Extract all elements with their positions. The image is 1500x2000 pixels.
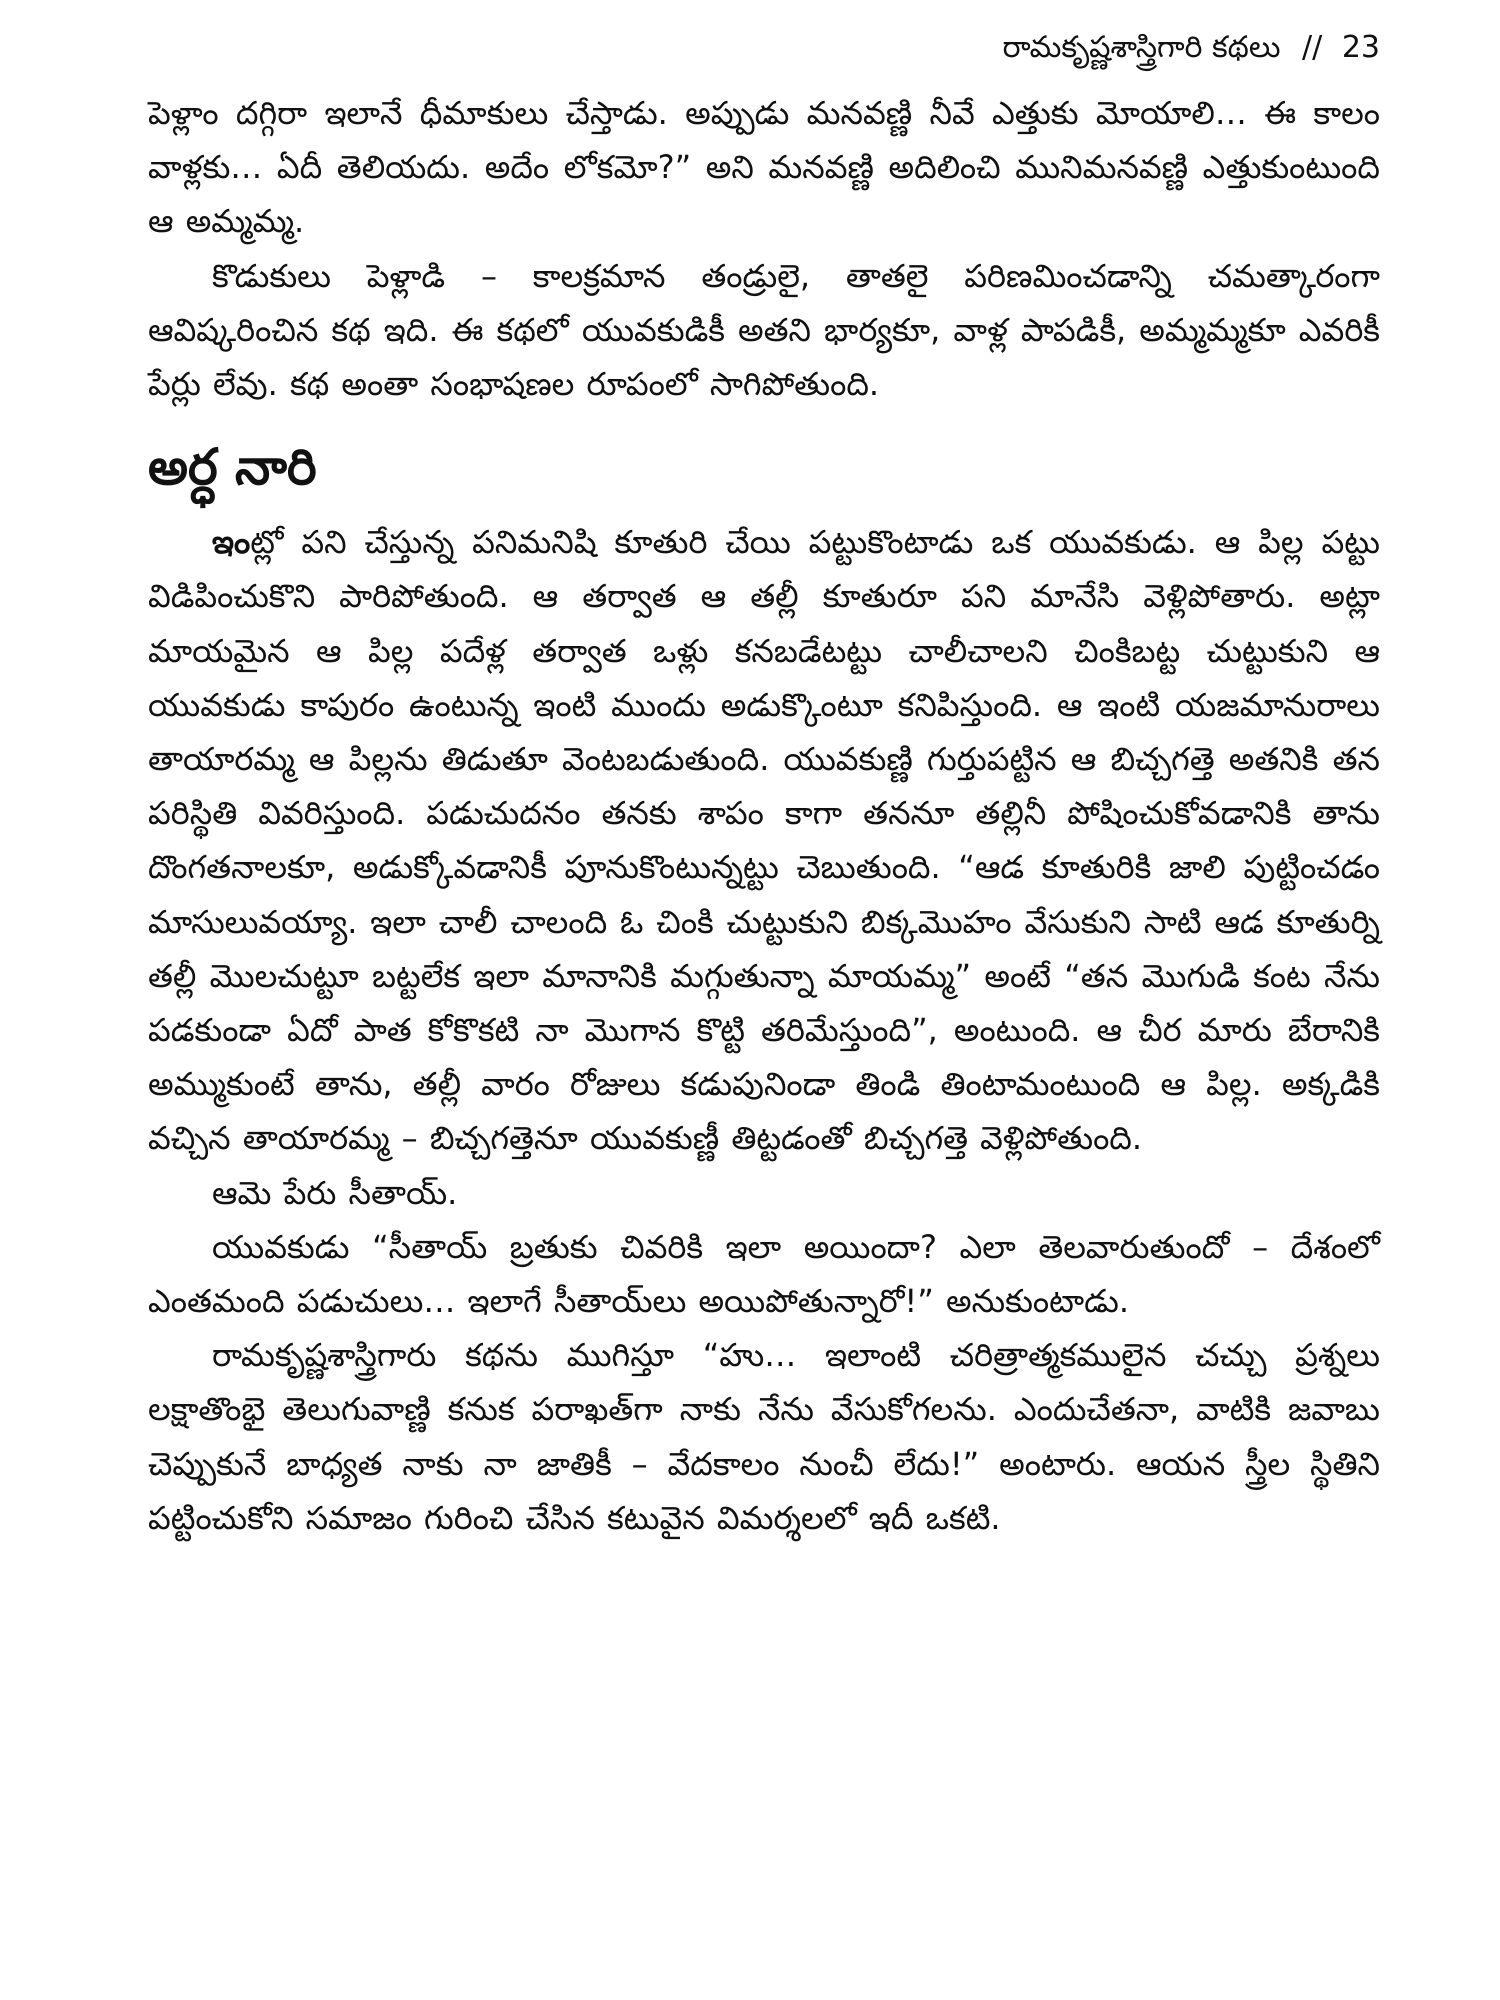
intro-paragraph-continued: పెళ్లాం దగ్గిరా ఇలానే ధీమాకులు చేస్తాడు. అప్పుడు మనవణ్ణి నీవే ఎత్తుకు మోయాలి… ఈ కాలం వాళ్లకు… ఏదీ తెలియదు. అదేం లోకమో?” అని మనవణ్ణి అదిలించి మునిమనవణ్ణి ఎత్తుకుంటుంది ఆ అమ్మమ్మ. [148, 94, 1380, 241]
section-paragraph-closing: రామకృష్ణశాస్త్రిగారు కథను ముగిస్తూ “హు… ఇలాంటి చరిత్రాత్మకములైన చచ్చు ప్రశ్నలు లక్షాతొంభై తెలుగువాణ్ణి కనుక పరాఖత్‌గా నాకు నేను వేసుకోగలను. ఎందుచేతనా, వాటికి జవాబు చెప్పుకునే బాధ్యత నాకు నా జాతికీ – వేదకాలం నుంచీ లేదు!” అంటారు. ఆయన స్త్రీల స్థితిని పట్టించుకోని సమాజం గురించి చేసిన కటువైన విమర్శలలో ఇదీ ఒకటి. [148, 1336, 1380, 1537]
running-header [148, 28, 1380, 68]
section-first-paragraph [148, 515, 1380, 1165]
intro-paragraph: కొడుకులు పెళ్లాడి – కాలక్రమాన తండ్రులై, తాతలై పరిణమించడాన్ని చమత్కారంగా ఆవిష్కరించిన కథ ఇది. ఈ కథలో యువకుడికీ అతని భార్యకూ, వాళ్ల పాపడికీ, అమ్మమ్మకూ ఎవరికీ పేర్లు లేవు. కథ అంతా సంభాషణల రూపంలో సాగిపోతుంది. [148, 256, 1380, 404]
lead-word: ఇం [212, 523, 251, 562]
first-paragraph-text: ట్లో పని చేస్తున్న పనిమనిషి కూతురి చేయి పట్టుకొంటాడు ఒక యువకుడు. ఆ పిల్ల పట్టు విడిపించుకొని పారిపోతుంది. ఆ తర్వాత ఆ తల్లీ కూతురూ పని మానేసి వెళ్లిపోతారు. అట్లా మాయమైన ఆ పిల్ల పదేళ్ల తర్వాత ఒళ్లు కనబడేటట్టు చాలీచాలని చింకిబట్ట చుట్టుకుని ఆ యువకుడు కాపురం ఉంటున్న ఇంటి ముందు అడుక్కొంటూ కనిపిస్తుంది. ఆ ఇంటి యజమానురాలు తాయారమ్మ ఆ పిల్లను తిడుతూ వెంటబడుతుంది. యువకుణ్ణి గుర్తుపట్టిన ఆ బిచ్చగత్తె అతనికి తన పరిస్థితి వివరిస్తుంది. పడుచుదనం తనకు శాపం కాగా తననూ తల్లినీ పోషించుకోవడానికి తాను దొంగతనాలకూ, అడుక్కోవడానికీ పూనుకొంటున్నట్టు చెబుతుంది. “ఆడ కూతురికి జాలి పుట్టించడం మాసులువయ్యా. ఇలా చాలీ చాలంది ఓ చింకి చుట్టుకుని బిక్కమొహం వేసుకుని సాటి ఆడ కూతుర్ని తల్లీ మొలచుట్టూ బట్టలేక ఇలా మానానికి మగ్గుతున్నా మాయమ్మ” అంటే “తన మొగుడి కంట నేను పడకుండా ఏదో పాత కోకొకటి నా మొగాన కొట్టి తరిమేస్తుంది”, అంటుంది. ఆ చీర మారు బేరానికి అమ్ముకుంటే తాను, తల్లీ వారం రోజులు కడుపునిండా తిండి తింటామంటుంది ఆ పిల్ల. అక్కడికి వచ్చిన తాయారమ్మ – బిచ్చగత్తెనూ యువకుణ్ణీ తిట్టడంతో బిచ్చగత్తె వెళ్లిపోతుంది. [148, 523, 1380, 1158]
section-paragraph-reflection: యువకుడు “సీతాయ్ బ్రతుకు చివరికి ఇలా అయిందా? ఎలా తెలవారుతుందో – దేశంలో ఎంతమంది పడుచులు… ఇలాగే సీతాయ్‌లు అయిపోతున్నారో!” అనుకుంటాడు. [148, 1227, 1380, 1321]
header-separator: // [1302, 30, 1323, 65]
page-number: 23 [1341, 30, 1380, 65]
section-paragraph-name: ఆమె పేరు సీతాయ్. [212, 1173, 458, 1212]
book-title: రామకృష్ణశాస్త్రిగారి కథలు [1002, 30, 1281, 65]
section-heading: అర్ధ నారి [148, 438, 317, 497]
